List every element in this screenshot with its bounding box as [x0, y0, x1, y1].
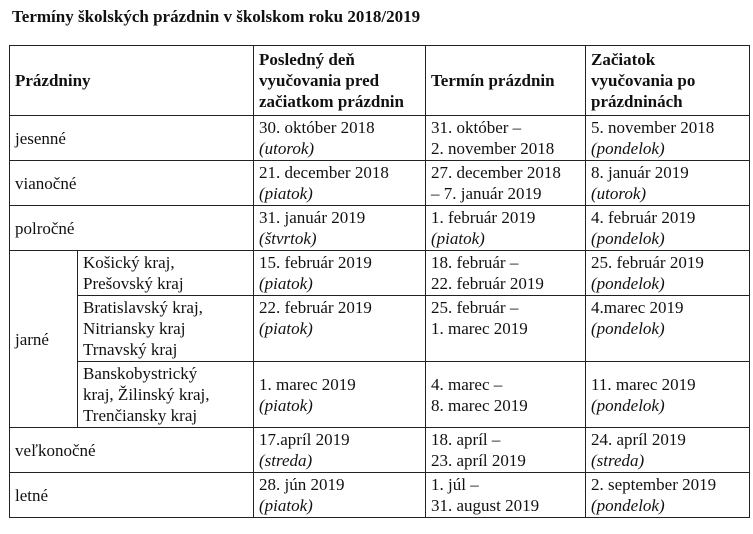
- term-line: 1. júl –: [431, 475, 479, 494]
- header-last-day-line: Posledný deň: [259, 50, 355, 69]
- term-cell: [426, 296, 586, 362]
- region-line: Banskobystrický: [83, 364, 198, 383]
- last-day-cell: [254, 362, 426, 428]
- start-weekday: (pondelok): [591, 395, 665, 415]
- table-row: [10, 116, 750, 161]
- term-cell: [426, 161, 586, 206]
- term-line: 8. marec 2019: [431, 395, 528, 415]
- term-line: 31. október –: [431, 118, 522, 137]
- start-cell: [586, 251, 750, 296]
- term-line: 27. december 2018: [431, 163, 561, 182]
- header-term: [426, 46, 586, 116]
- term-line: 18. február –: [431, 253, 519, 272]
- last-day-date: 28. jún 2019: [259, 475, 345, 494]
- start-cell: [586, 428, 750, 473]
- last-day-date: 15. február 2019: [259, 253, 372, 272]
- term-line: 4. marec –: [431, 374, 503, 394]
- region-line: Prešovský kraj: [83, 274, 184, 293]
- last-day-cell: [254, 206, 426, 251]
- term-line: 1. marec 2019: [431, 319, 528, 338]
- region-line: Bratislavský kraj,: [83, 298, 203, 317]
- table-header-row: [10, 46, 750, 116]
- term-cell: [426, 362, 586, 428]
- last-day-weekday: (streda): [259, 451, 313, 470]
- start-weekday: (pondelok): [591, 496, 665, 515]
- last-day-cell: [254, 428, 426, 473]
- term-line: 1. február 2019: [431, 208, 536, 227]
- last-day-date: 1. marec 2019: [259, 374, 356, 394]
- start-weekday: (pondelok): [591, 319, 665, 338]
- start-weekday: (pondelok): [591, 274, 665, 293]
- start-cell: [586, 206, 750, 251]
- last-day-weekday: (piatok): [259, 395, 313, 415]
- start-date: 4.marec 2019: [591, 298, 684, 317]
- region-line: Nitriansky kraj: [83, 319, 186, 338]
- start-date: 4. február 2019: [591, 208, 696, 227]
- last-day-date: 22. február 2019: [259, 298, 372, 317]
- last-day-weekday: (štvrtok): [259, 229, 317, 248]
- header-last-day-line: vyučovania pred: [259, 71, 380, 90]
- start-cell: [586, 296, 750, 362]
- header-start-line: prázdninách: [591, 92, 683, 111]
- start-date: 25. február 2019: [591, 253, 704, 272]
- last-day-date: 17.apríl 2019: [259, 430, 350, 449]
- term-line: 25. február –: [431, 298, 519, 317]
- start-date: 5. november 2018: [591, 118, 715, 137]
- header-last-day-line: začiatkom prázdnin: [259, 92, 404, 111]
- start-weekday: (pondelok): [591, 229, 665, 248]
- term-line: 31. august 2019: [431, 496, 540, 515]
- last-day-cell: [254, 161, 426, 206]
- term-cell: [426, 473, 586, 518]
- start-weekday: (utorok): [591, 184, 647, 203]
- start-date: 24. apríl 2019: [591, 430, 686, 449]
- table-row: [10, 362, 750, 428]
- header-start-line: Začiatok: [591, 50, 656, 69]
- term-line: 2. november 2018: [431, 139, 555, 158]
- document-title: Termíny školských prázdnin v školskom roku 2018/2019: [12, 7, 421, 26]
- last-day-date: 31. január 2019: [259, 208, 366, 227]
- last-day-weekday: (piatok): [259, 496, 313, 515]
- last-day-cell: [254, 251, 426, 296]
- region-cell: [78, 362, 254, 428]
- start-date: 2. september 2019: [591, 475, 717, 494]
- region-cell: [78, 296, 254, 362]
- last-day-cell: [254, 116, 426, 161]
- header-term-label: Termín prázdnin: [431, 71, 555, 90]
- start-cell: [586, 161, 750, 206]
- last-day-weekday: (piatok): [259, 184, 313, 203]
- table-row: [10, 473, 750, 518]
- start-cell: [586, 116, 750, 161]
- table-row: [10, 251, 750, 296]
- holiday-name: jesenné: [10, 116, 254, 161]
- term-cell: [426, 116, 586, 161]
- holiday-name: vianočné: [10, 161, 254, 206]
- term-weekday: (piatok): [431, 229, 485, 248]
- last-day-cell: [254, 296, 426, 362]
- region-line: kraj, Žilinský kraj,: [83, 385, 210, 404]
- term-line: 22. február 2019: [431, 274, 544, 293]
- start-weekday: (pondelok): [591, 139, 665, 158]
- last-day-cell: [254, 473, 426, 518]
- term-cell: [426, 251, 586, 296]
- start-cell: [586, 473, 750, 518]
- term-cell: [426, 206, 586, 251]
- start-cell: [586, 362, 750, 428]
- start-date: 11. marec 2019: [591, 374, 696, 394]
- header-holidays-label: Prázdniny: [15, 71, 91, 90]
- last-day-weekday: (piatok): [259, 319, 313, 338]
- holiday-name: polročné: [10, 206, 254, 251]
- region-line: Trnavský kraj: [83, 340, 178, 359]
- table-row: [10, 428, 750, 473]
- holiday-name: jarné: [10, 251, 78, 428]
- holiday-name: letné: [10, 473, 254, 518]
- table-row: [10, 161, 750, 206]
- header-last-day: [254, 46, 426, 116]
- holiday-name: veľkonočné: [10, 428, 254, 473]
- term-line: 18. apríl –: [431, 430, 501, 449]
- region-cell: [78, 251, 254, 296]
- region-line: Košický kraj,: [83, 253, 175, 272]
- header-holidays: [10, 46, 254, 116]
- holiday-schedule-table: [9, 45, 750, 518]
- table-row: [10, 296, 750, 362]
- last-day-date: 30. október 2018: [259, 118, 375, 137]
- last-day-weekday: (utorok): [259, 139, 315, 158]
- term-line: 23. apríl 2019: [431, 451, 526, 470]
- header-start-line: vyučovania po: [591, 71, 696, 90]
- start-date: 8. január 2019: [591, 163, 689, 182]
- term-line: – 7. január 2019: [431, 184, 542, 203]
- header-start: [586, 46, 750, 116]
- table-row: [10, 206, 750, 251]
- last-day-date: 21. december 2018: [259, 163, 389, 182]
- region-line: Trenčiansky kraj: [83, 406, 198, 425]
- start-weekday: (streda): [591, 451, 645, 470]
- last-day-weekday: (piatok): [259, 274, 313, 293]
- term-cell: [426, 428, 586, 473]
